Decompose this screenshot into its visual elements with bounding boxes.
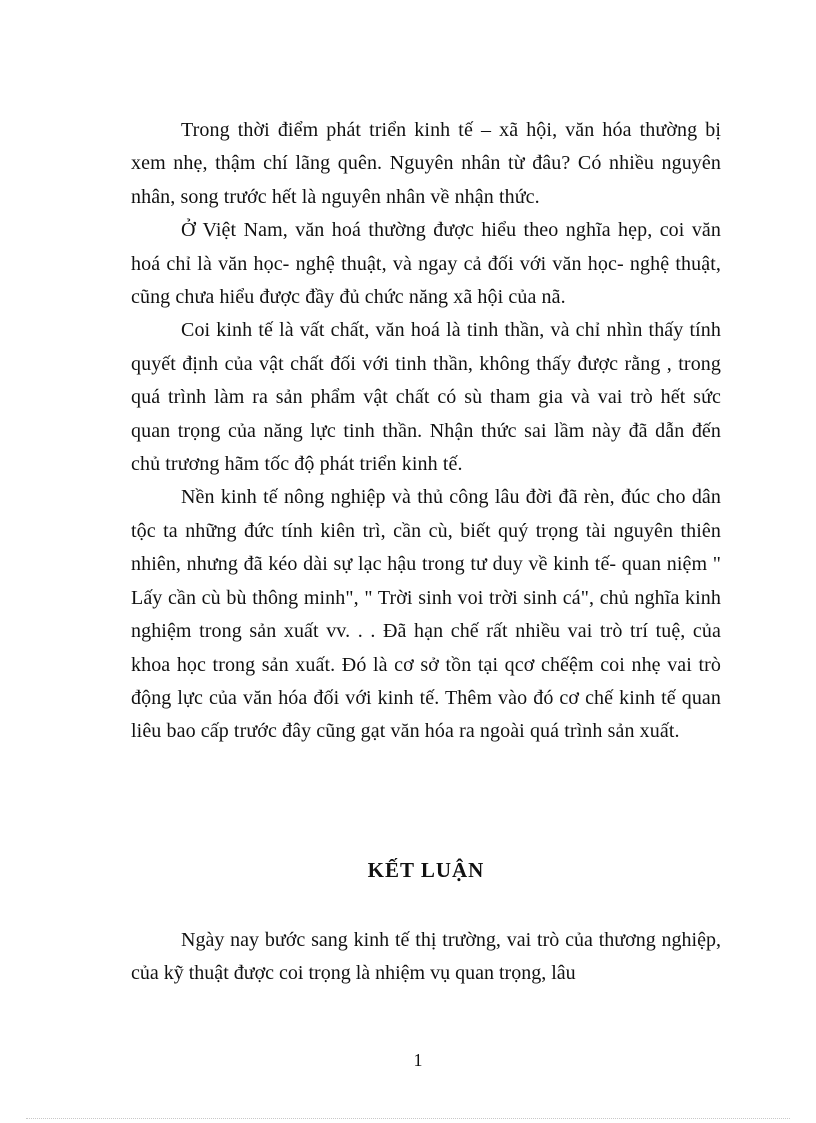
page-number: 1 [413,1050,423,1070]
body-text [131,114,721,749]
paragraph-3: Coi kinh tế là vất chất, văn hoá là tinh thần, và chỉ nhìn thấy tính quyết định của vật chất đối với tinh thần, không thấy được rằng , trong quá trình làm ra sản phẩm vật chất có sù tham gia và vai trò hết sức quan trọng của năng lực tinh thần. Nhận thức sai lầm này đã dẫn đến chủ trương hãm tốc độ phát triển kinh tế. [131,319,721,476]
paragraph-2: Ở Việt Nam, văn hoá thường được hiểu theo nghĩa hẹp, coi văn hoá chỉ là văn học- nghệ thuật, và ngay cả đối với văn học- nghệ thuật, cũng chưa hiểu được đầy đủ chức năng xã hội của nã. [131,219,721,309]
closing-text [131,924,721,991]
paragraph-1: Trong thời điểm phát triển kinh tế – xã hội, văn hóa thường bị xem nhẹ, thậm chí lãng quên. Nguyên nhân từ đâu? Có nhiều nguyên nhân, song trước hết là nguyên nhân về nhận thức. [131,119,721,208]
closing-paragraph: Ngày nay bước sang kinh tế thị trường, vai trò của thương nghiệp, của kỹ thuật được coi trọng là nhiệm vụ quan trọng, lâu [131,929,721,985]
section-heading: KẾT LUẬN [367,858,485,882]
paragraph-4: Nền kinh tế nông nghiệp và thủ công lâu đời đã rèn, đúc cho dân tộc ta những đức tính kiên trì, cần cù, biết quý trọng tài nguyên thiên nhiên, nhưng đã kéo dài sự lạc hậu trong tư duy về kinh tế- quan niệm " Lấy cần cù bù thông minh", " Trời sinh voi trời sinh cá", chủ nghĩa kinh nghiệm trong sản xuất vv. . . Đã hạn chế rất nhiều vai trò trí tuệ, của khoa học trong sản xuất. Đó là cơ sở tồn tại qcơ chếệm coi nhẹ vai trò động lực của văn hóa đối với kinh tế. Thêm vào đó cơ chế kinh tế quan liêu bao cấp trước đây cũng gạt văn hóa ra ngoài quá trình sản xuất. [131,486,721,743]
footer-divider [26,1118,790,1119]
